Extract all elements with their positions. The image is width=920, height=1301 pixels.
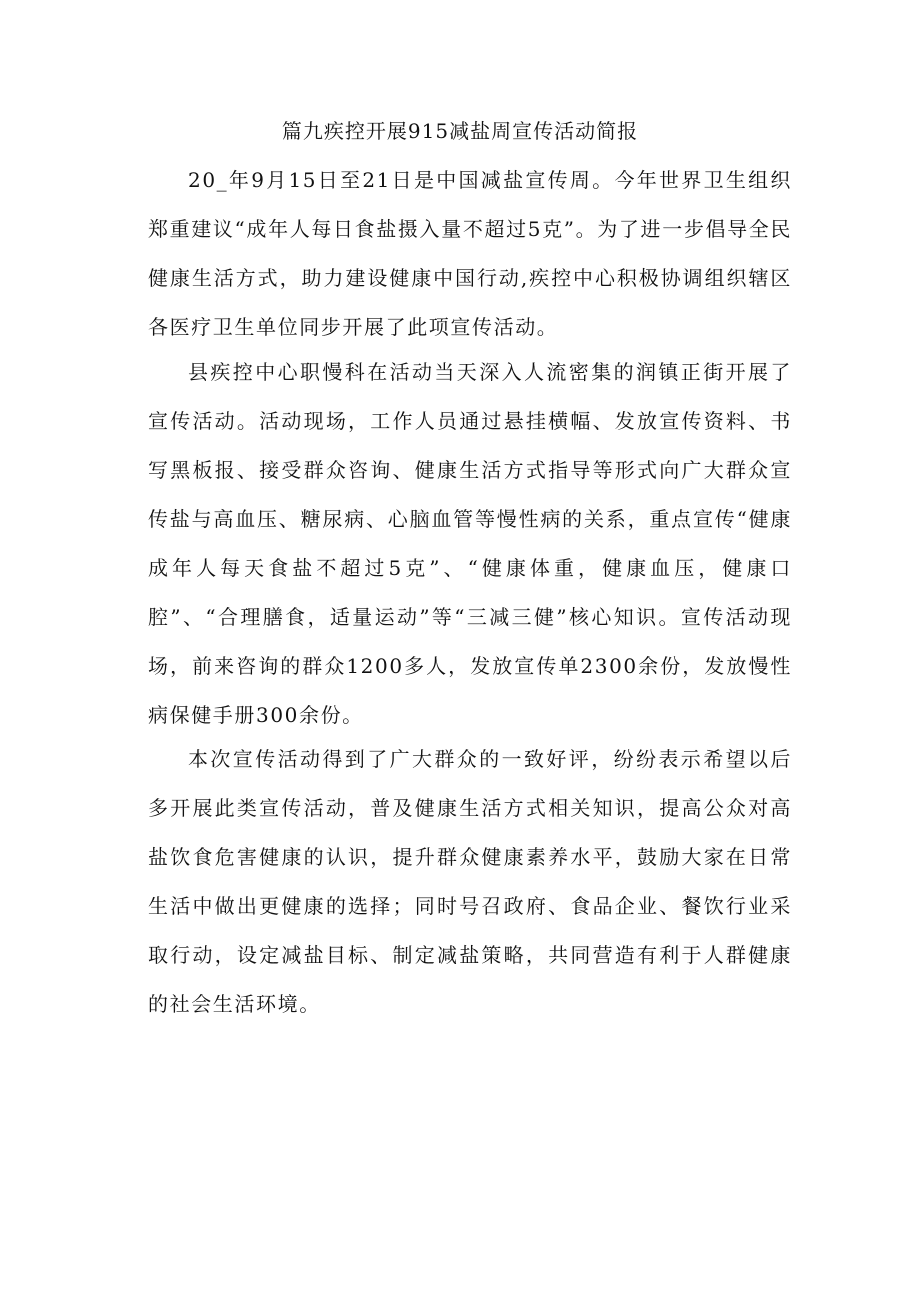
paragraph-intro: 20_年9月15日至21日是中国减盐宣传周。今年世界卫生组织郑重建议“成年人每日食盐摄入量不超过5克”。为了进一步倡导全民健康生活方式，助力建设健康中国行动,疾控中心积极协调组织辖区各医疗卫生单位同步开展了此项宣传活动。	[148, 168, 792, 339]
document-title: 篇九疾控开展915减盐周宣传活动简报	[281, 119, 639, 143]
paragraph-conclusion: 本次宣传活动得到了广大群众的一致好评，纷纷表示希望以后多开展此类宣传活动，普及健康生活方式相关知识，提高公众对高盐饮食危害健康的认识，提升群众健康素养水平，鼓励大家在日常生活中做出更健康的选择；同时号召政府、食品企业、餐饮行业采取行动，设定减盐目标、制定减盐策略，共同营造有利于人群健康的社会生活环境。	[148, 747, 792, 1016]
paragraph-activity: 县疾控中心职慢科在活动当天深入人流密集的润镇正街开展了宣传活动。活动现场，工作人员通过悬挂横幅、发放宣传资料、书写黑板报、接受群众咨询、健康生活方式指导等形式向广大群众宣传盐与高血压、糖尿病、心脑血管等慢性病的关系，重点宣传“健康成年人每天食盐不超过5克”、“健康体重，健康血压，健康口腔”、“合理膳食，适量运动”等“三减三健”核心知识。宣传活动现场，前来咨询的群众1200多人，发放宣传单2300余份，发放慢性病保健手册300余份。	[148, 360, 792, 727]
